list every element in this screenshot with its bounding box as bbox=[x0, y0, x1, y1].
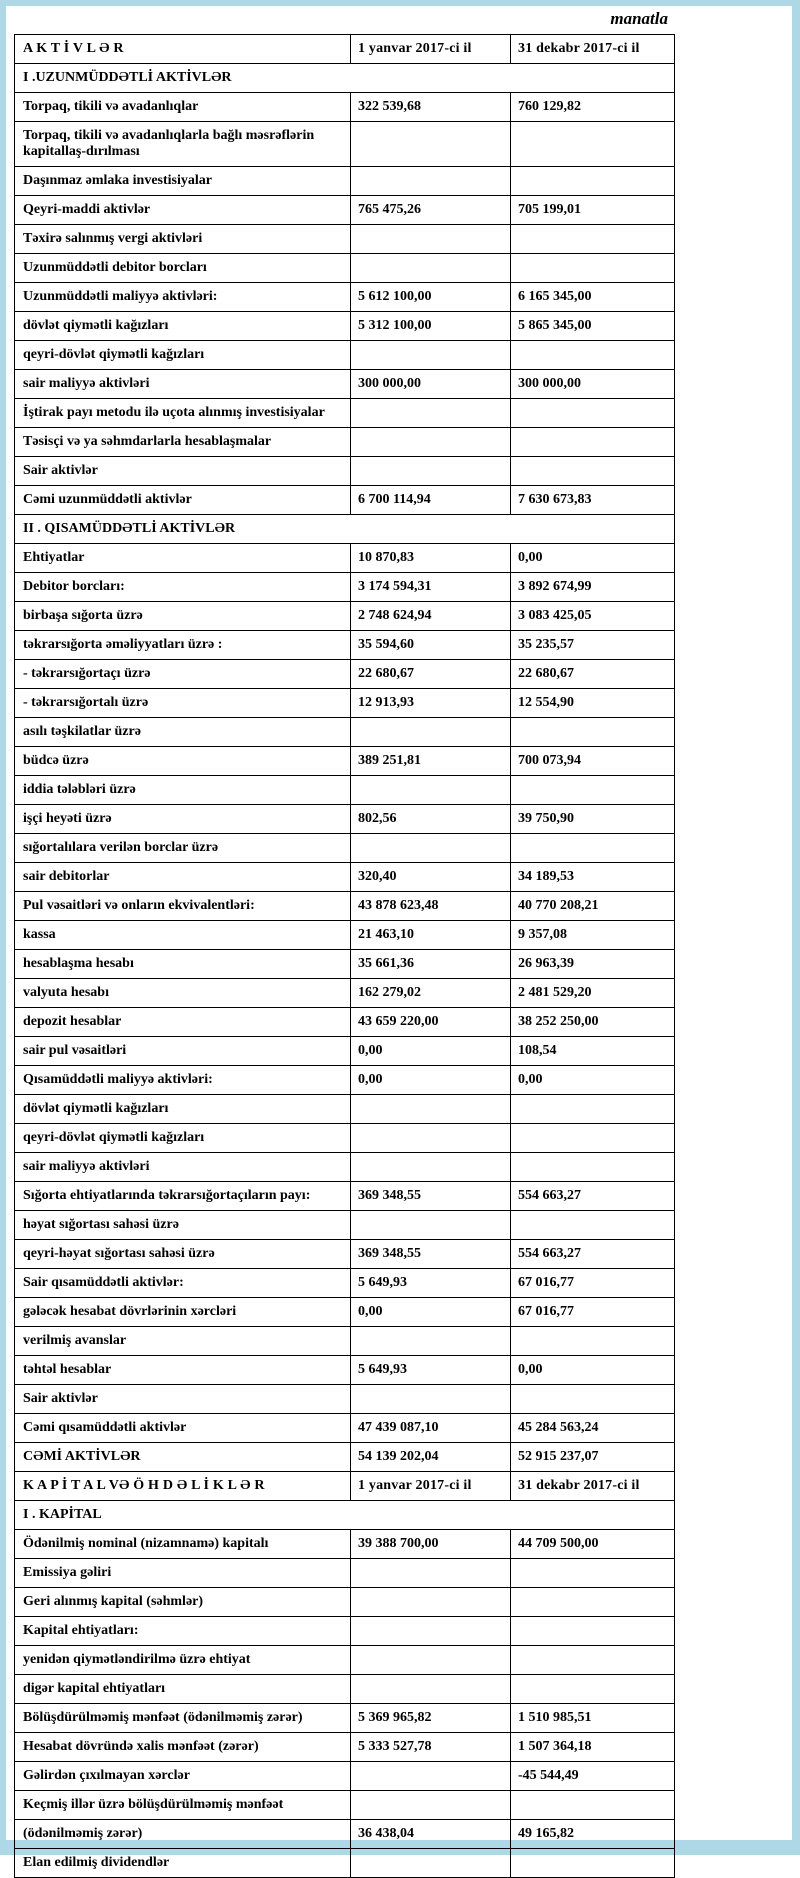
row-label: - təkrarsığortaçı üzrə bbox=[15, 660, 351, 689]
value-jan-2017 bbox=[351, 1762, 511, 1791]
row-label: iddia tələbləri üzrə bbox=[15, 776, 351, 805]
table-row bbox=[15, 1414, 675, 1443]
value-dec-2017: 22 680,67 bbox=[511, 660, 675, 689]
value-jan-2017 bbox=[351, 1095, 511, 1124]
value-jan-2017 bbox=[351, 399, 511, 428]
row-label: büdcə üzrə bbox=[15, 747, 351, 776]
value-jan-2017 bbox=[351, 1849, 511, 1878]
value-dec-2017 bbox=[511, 428, 675, 457]
row-label: (ödənilməmiş zərər) bbox=[15, 1820, 351, 1849]
table-row bbox=[15, 1153, 675, 1182]
table-row bbox=[15, 196, 675, 225]
value-dec-2017: 67 016,77 bbox=[511, 1269, 675, 1298]
row-label: sair maliyyə aktivləri bbox=[15, 370, 351, 399]
row-label: Sair aktivlər bbox=[15, 457, 351, 486]
row-label: kassa bbox=[15, 921, 351, 950]
table-row bbox=[15, 747, 675, 776]
value-jan-2017: 5 612 100,00 bbox=[351, 283, 511, 312]
value-dec-2017: 7 630 673,83 bbox=[511, 486, 675, 515]
value-jan-2017: 0,00 bbox=[351, 1298, 511, 1327]
value-jan-2017 bbox=[351, 1327, 511, 1356]
value-dec-2017: 554 663,27 bbox=[511, 1182, 675, 1211]
row-label: yenidən qiymətləndirilmə üzrə ehtiyat bbox=[15, 1646, 351, 1675]
unit-label: manatla bbox=[610, 9, 668, 28]
row-label: İştirak payı metodu ilə uçota alınmış investisiyalar bbox=[15, 399, 351, 428]
row-label: həyat sığortası sahəsi üzrə bbox=[15, 1211, 351, 1240]
section-label: I . KAPİTAL bbox=[15, 1501, 675, 1530]
row-label: Debitor borcları: bbox=[15, 573, 351, 602]
value-jan-2017: 6 700 114,94 bbox=[351, 486, 511, 515]
table-row bbox=[15, 122, 675, 167]
row-label: Kapital ehtiyatları: bbox=[15, 1617, 351, 1646]
table-row bbox=[15, 1646, 675, 1675]
section-row bbox=[15, 515, 675, 544]
value-dec-2017 bbox=[511, 1675, 675, 1704]
table-row bbox=[15, 1095, 675, 1124]
value-jan-2017: 35 594,60 bbox=[351, 631, 511, 660]
value-dec-2017 bbox=[511, 1646, 675, 1675]
table-row bbox=[15, 312, 675, 341]
table-row bbox=[15, 979, 675, 1008]
table-row bbox=[15, 254, 675, 283]
table-row bbox=[15, 283, 675, 312]
value-dec-2017 bbox=[511, 254, 675, 283]
row-label: sair pul vəsaitləri bbox=[15, 1037, 351, 1066]
value-dec-2017 bbox=[511, 776, 675, 805]
value-dec-2017: 0,00 bbox=[511, 1066, 675, 1095]
value-dec-2017: 34 189,53 bbox=[511, 863, 675, 892]
value-dec-2017: 6 165 345,00 bbox=[511, 283, 675, 312]
value-jan-2017 bbox=[351, 776, 511, 805]
table-row bbox=[15, 1298, 675, 1327]
table-row bbox=[15, 1008, 675, 1037]
value-dec-2017 bbox=[511, 1617, 675, 1646]
table-row bbox=[15, 399, 675, 428]
value-dec-2017: 44 709 500,00 bbox=[511, 1530, 675, 1559]
value-jan-2017: 0,00 bbox=[351, 1037, 511, 1066]
value-dec-2017 bbox=[511, 1327, 675, 1356]
value-dec-2017: 108,54 bbox=[511, 1037, 675, 1066]
value-jan-2017 bbox=[351, 1646, 511, 1675]
table-row bbox=[15, 486, 675, 515]
table-row bbox=[15, 718, 675, 747]
table-row bbox=[15, 1820, 675, 1849]
table-row bbox=[15, 1443, 675, 1472]
table-row bbox=[15, 1356, 675, 1385]
row-label: sığortalılara verilən borclar üzrə bbox=[15, 834, 351, 863]
value-jan-2017: 369 348,55 bbox=[351, 1240, 511, 1269]
value-jan-2017 bbox=[351, 341, 511, 370]
value-dec-2017: 3 892 674,99 bbox=[511, 573, 675, 602]
value-jan-2017: 1 yanvar 2017-ci il bbox=[351, 1472, 511, 1501]
value-dec-2017: -45 544,49 bbox=[511, 1762, 675, 1791]
value-dec-2017 bbox=[511, 1211, 675, 1240]
table-row bbox=[15, 1559, 675, 1588]
value-dec-2017: 5 865 345,00 bbox=[511, 312, 675, 341]
row-label: təkrarsığorta əməliyyatları üzrə : bbox=[15, 631, 351, 660]
value-dec-2017: 26 963,39 bbox=[511, 950, 675, 979]
value-dec-2017: 700 073,94 bbox=[511, 747, 675, 776]
value-jan-2017: 39 388 700,00 bbox=[351, 1530, 511, 1559]
row-label: Uzunmüddətli debitor borcları bbox=[15, 254, 351, 283]
value-dec-2017: 1 507 364,18 bbox=[511, 1733, 675, 1762]
row-label: hesablaşma hesabı bbox=[15, 950, 351, 979]
value-jan-2017: 5 369 965,82 bbox=[351, 1704, 511, 1733]
row-label: K A P İ T A L VƏ Ö H D Ə L İ K L Ə R bbox=[15, 1472, 351, 1501]
value-dec-2017: 2 481 529,20 bbox=[511, 979, 675, 1008]
value-dec-2017 bbox=[511, 1791, 675, 1820]
value-dec-2017: 35 235,57 bbox=[511, 631, 675, 660]
table-row bbox=[15, 689, 675, 718]
value-dec-2017: 38 252 250,00 bbox=[511, 1008, 675, 1037]
value-dec-2017: 67 016,77 bbox=[511, 1298, 675, 1327]
value-jan-2017: 5 649,93 bbox=[351, 1356, 511, 1385]
value-dec-2017: 31 dekabr 2017-ci il bbox=[511, 1472, 675, 1501]
column-header-row bbox=[15, 1472, 675, 1501]
row-label: Daşınmaz əmlaka investisiyalar bbox=[15, 167, 351, 196]
row-label: CƏMİ AKTİVLƏR bbox=[15, 1443, 351, 1472]
value-dec-2017: 9 357,08 bbox=[511, 921, 675, 950]
table-row bbox=[15, 805, 675, 834]
value-jan-2017 bbox=[351, 1559, 511, 1588]
value-jan-2017: 35 661,36 bbox=[351, 950, 511, 979]
row-label: Geri alınmış kapital (səhmlər) bbox=[15, 1588, 351, 1617]
row-label: sair debitorlar bbox=[15, 863, 351, 892]
value-jan-2017: 389 251,81 bbox=[351, 747, 511, 776]
table-row bbox=[15, 457, 675, 486]
row-label: dövlət qiymətli kağızları bbox=[15, 312, 351, 341]
table-row bbox=[15, 1182, 675, 1211]
section-label: II . QISAMÜDDƏTLİ AKTİVLƏR bbox=[15, 515, 675, 544]
value-jan-2017: 3 174 594,31 bbox=[351, 573, 511, 602]
table-row bbox=[15, 1704, 675, 1733]
table-row bbox=[15, 660, 675, 689]
row-label: depozit hesablar bbox=[15, 1008, 351, 1037]
table-row bbox=[15, 1269, 675, 1298]
row-label: verilmiş avanslar bbox=[15, 1327, 351, 1356]
row-label: Təxirə salınmış vergi aktivləri bbox=[15, 225, 351, 254]
value-jan-2017: 5 312 100,00 bbox=[351, 312, 511, 341]
value-jan-2017: 2 748 624,94 bbox=[351, 602, 511, 631]
value-jan-2017: 0,00 bbox=[351, 1066, 511, 1095]
value-dec-2017: 40 770 208,21 bbox=[511, 892, 675, 921]
value-jan-2017 bbox=[351, 834, 511, 863]
value-jan-2017: 43 659 220,00 bbox=[351, 1008, 511, 1037]
value-jan-2017 bbox=[351, 1211, 511, 1240]
row-label: qeyri-dövlət qiymətli kağızları bbox=[15, 341, 351, 370]
row-label: valyuta hesabı bbox=[15, 979, 351, 1008]
table-row bbox=[15, 1066, 675, 1095]
value-jan-2017 bbox=[351, 225, 511, 254]
value-dec-2017: 52 915 237,07 bbox=[511, 1443, 675, 1472]
table-row bbox=[15, 1385, 675, 1414]
value-jan-2017: 1 yanvar 2017-ci il bbox=[351, 35, 511, 64]
value-jan-2017: 47 439 087,10 bbox=[351, 1414, 511, 1443]
value-dec-2017: 3 083 425,05 bbox=[511, 602, 675, 631]
row-label: gələcək hesabat dövrlərinin xərcləri bbox=[15, 1298, 351, 1327]
balance-sheet-table bbox=[14, 34, 675, 1878]
value-jan-2017 bbox=[351, 1153, 511, 1182]
value-dec-2017 bbox=[511, 1385, 675, 1414]
value-jan-2017 bbox=[351, 1675, 511, 1704]
value-jan-2017: 36 438,04 bbox=[351, 1820, 511, 1849]
section-row bbox=[15, 1501, 675, 1530]
value-dec-2017 bbox=[511, 834, 675, 863]
value-dec-2017: 554 663,27 bbox=[511, 1240, 675, 1269]
value-jan-2017 bbox=[351, 1588, 511, 1617]
value-dec-2017 bbox=[511, 341, 675, 370]
table-row bbox=[15, 1124, 675, 1153]
row-label: digər kapital ehtiyatları bbox=[15, 1675, 351, 1704]
row-label: dövlət qiymətli kağızları bbox=[15, 1095, 351, 1124]
value-jan-2017 bbox=[351, 122, 511, 167]
table-row bbox=[15, 1037, 675, 1066]
value-dec-2017: 0,00 bbox=[511, 544, 675, 573]
value-dec-2017: 760 129,82 bbox=[511, 93, 675, 122]
table-row bbox=[15, 602, 675, 631]
row-label: Hesabat dövründə xalis mənfəət (zərər) bbox=[15, 1733, 351, 1762]
value-jan-2017: 10 870,83 bbox=[351, 544, 511, 573]
table-row bbox=[15, 950, 675, 979]
table-row bbox=[15, 167, 675, 196]
section-row bbox=[15, 64, 675, 93]
table-row bbox=[15, 1327, 675, 1356]
value-jan-2017: 5 333 527,78 bbox=[351, 1733, 511, 1762]
table-row bbox=[15, 1675, 675, 1704]
table-row bbox=[15, 1762, 675, 1791]
value-jan-2017: 369 348,55 bbox=[351, 1182, 511, 1211]
table-row bbox=[15, 573, 675, 602]
value-jan-2017: 162 279,02 bbox=[351, 979, 511, 1008]
row-label: təhtəl hesablar bbox=[15, 1356, 351, 1385]
value-dec-2017 bbox=[511, 225, 675, 254]
value-dec-2017 bbox=[511, 1124, 675, 1153]
value-jan-2017: 22 680,67 bbox=[351, 660, 511, 689]
table-row bbox=[15, 834, 675, 863]
value-jan-2017: 21 463,10 bbox=[351, 921, 511, 950]
row-label: Sair aktivlər bbox=[15, 1385, 351, 1414]
row-label: qeyri-dövlət qiymətli kağızları bbox=[15, 1124, 351, 1153]
value-jan-2017: 802,56 bbox=[351, 805, 511, 834]
value-jan-2017 bbox=[351, 1791, 511, 1820]
table-row bbox=[15, 93, 675, 122]
row-label: Bölüşdürülməmiş mənfəət (ödənilməmiş zərər) bbox=[15, 1704, 351, 1733]
value-jan-2017 bbox=[351, 718, 511, 747]
value-dec-2017 bbox=[511, 457, 675, 486]
row-label: Qeyri-maddi aktivlər bbox=[15, 196, 351, 225]
row-label: Pul vəsaitləri və onların ekvivalentləri: bbox=[15, 892, 351, 921]
row-label: Emissiya gəliri bbox=[15, 1559, 351, 1588]
table-row bbox=[15, 1791, 675, 1820]
value-dec-2017 bbox=[511, 399, 675, 428]
table-row bbox=[15, 428, 675, 457]
value-jan-2017: 12 913,93 bbox=[351, 689, 511, 718]
row-label: Ödənilmiş nominal (nizamnamə) kapitalı bbox=[15, 1530, 351, 1559]
balance-table-body bbox=[15, 35, 675, 1878]
value-dec-2017: 45 284 563,24 bbox=[511, 1414, 675, 1443]
value-jan-2017 bbox=[351, 254, 511, 283]
row-label: Təsisçi və ya səhmdarlarla hesablaşmalar bbox=[15, 428, 351, 457]
table-row bbox=[15, 892, 675, 921]
table-row bbox=[15, 370, 675, 399]
row-label: sair maliyyə aktivləri bbox=[15, 1153, 351, 1182]
value-dec-2017: 39 750,90 bbox=[511, 805, 675, 834]
row-label: Sair qısamüddətli aktivlər: bbox=[15, 1269, 351, 1298]
value-dec-2017: 49 165,82 bbox=[511, 1820, 675, 1849]
value-jan-2017: 765 475,26 bbox=[351, 196, 511, 225]
value-dec-2017 bbox=[511, 122, 675, 167]
value-jan-2017 bbox=[351, 1617, 511, 1646]
row-label: Cəmi qısamüddətli aktivlər bbox=[15, 1414, 351, 1443]
table-row bbox=[15, 1588, 675, 1617]
row-label: Sığorta ehtiyatlarında təkrarsığortaçıların payı: bbox=[15, 1182, 351, 1211]
value-dec-2017: 1 510 985,51 bbox=[511, 1704, 675, 1733]
table-row bbox=[15, 341, 675, 370]
table-row bbox=[15, 1530, 675, 1559]
table-row bbox=[15, 863, 675, 892]
value-dec-2017: 300 000,00 bbox=[511, 370, 675, 399]
table-row bbox=[15, 544, 675, 573]
value-dec-2017 bbox=[511, 1095, 675, 1124]
value-jan-2017: 43 878 623,48 bbox=[351, 892, 511, 921]
table-row bbox=[15, 1211, 675, 1240]
value-jan-2017: 5 649,93 bbox=[351, 1269, 511, 1298]
row-label: Cəmi uzunmüddətli aktivlər bbox=[15, 486, 351, 515]
value-dec-2017 bbox=[511, 167, 675, 196]
row-label: qeyri-həyat sığortası sahəsi üzrə bbox=[15, 1240, 351, 1269]
value-jan-2017 bbox=[351, 1124, 511, 1153]
table-row bbox=[15, 631, 675, 660]
value-dec-2017 bbox=[511, 1588, 675, 1617]
value-dec-2017: 12 554,90 bbox=[511, 689, 675, 718]
value-dec-2017 bbox=[511, 1153, 675, 1182]
value-jan-2017 bbox=[351, 1385, 511, 1414]
row-label: Gəlirdən çıxılmayan xərclər bbox=[15, 1762, 351, 1791]
table-row bbox=[15, 1240, 675, 1269]
row-label: Elan edilmiş dividendlər bbox=[15, 1849, 351, 1878]
column-header-row bbox=[15, 35, 675, 64]
section-label: I .UZUNMÜDDƏTLİ AKTİVLƏR bbox=[15, 64, 675, 93]
row-label: Ehtiyatlar bbox=[15, 544, 351, 573]
value-jan-2017 bbox=[351, 428, 511, 457]
row-label: Torpaq, tikili və avadanlıqlarla bağlı məsrəflərin kapitallaş-dırılması bbox=[15, 122, 351, 167]
row-label: A K T İ V L Ə R bbox=[15, 35, 351, 64]
value-dec-2017: 31 dekabr 2017-ci il bbox=[511, 35, 675, 64]
row-label: - təkrarsığortalı üzrə bbox=[15, 689, 351, 718]
value-dec-2017 bbox=[511, 1559, 675, 1588]
row-label: Torpaq, tikili və avadanlıqlar bbox=[15, 93, 351, 122]
table-row bbox=[15, 921, 675, 950]
value-dec-2017: 0,00 bbox=[511, 1356, 675, 1385]
value-jan-2017: 322 539,68 bbox=[351, 93, 511, 122]
value-jan-2017 bbox=[351, 457, 511, 486]
row-label: işçi heyəti üzrə bbox=[15, 805, 351, 834]
row-label: Uzunmüddətli maliyyə aktivləri: bbox=[15, 283, 351, 312]
value-dec-2017 bbox=[511, 1849, 675, 1878]
value-dec-2017 bbox=[511, 718, 675, 747]
table-row bbox=[15, 1733, 675, 1762]
row-label: birbaşa sığorta üzrə bbox=[15, 602, 351, 631]
value-jan-2017: 320,40 bbox=[351, 863, 511, 892]
table-row bbox=[15, 1617, 675, 1646]
table-row bbox=[15, 776, 675, 805]
value-dec-2017: 705 199,01 bbox=[511, 196, 675, 225]
table-row bbox=[15, 225, 675, 254]
table-row bbox=[15, 1849, 675, 1878]
row-label: Qısamüddətli maliyyə aktivləri: bbox=[15, 1066, 351, 1095]
value-jan-2017: 300 000,00 bbox=[351, 370, 511, 399]
row-label: Keçmiş illər üzrə bölüşdürülməmiş mənfəət bbox=[15, 1791, 351, 1820]
value-jan-2017 bbox=[351, 167, 511, 196]
value-jan-2017: 54 139 202,04 bbox=[351, 1443, 511, 1472]
row-label: asılı təşkilatlar üzrə bbox=[15, 718, 351, 747]
